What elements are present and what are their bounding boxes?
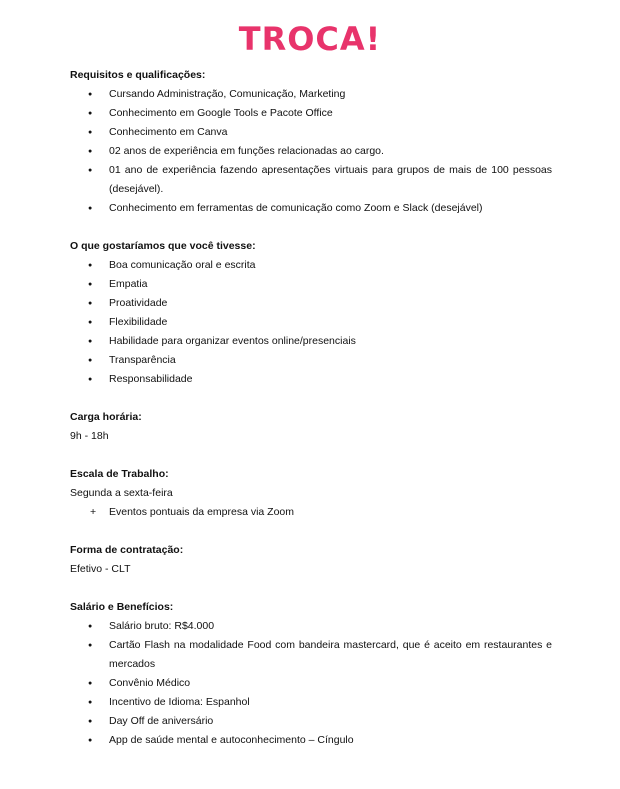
list-item: ● Flexibilidade — [70, 313, 552, 332]
list-item: ● Conhecimento em Google Tools e Pacote Office — [70, 104, 552, 123]
requisitos-list — [70, 85, 552, 218]
list-item: ● Proatividade — [70, 294, 552, 313]
section-heading-carga: Carga horária: — [70, 411, 142, 423]
section-heading-contratacao: Forma de contratação: — [70, 544, 184, 556]
list-item: ● 02 anos de experiência em funções relacionadas ao cargo. — [70, 142, 552, 161]
list-item: ● Habilidade para organizar eventos online/presenciais — [70, 332, 552, 351]
list-item: ● Boa comunicação oral e escrita — [70, 256, 552, 275]
list-item: ● Responsabilidade — [70, 370, 552, 389]
list-item: + Eventos pontuais da empresa via Zoom — [70, 503, 552, 522]
carga-value: 9h - 18h — [70, 430, 109, 442]
list-item: ● Day Off de aniversário — [70, 712, 552, 731]
list-item: ● App de saúde mental e autoconhecimento – Cíngulo — [70, 731, 552, 750]
list-item: ● Salário bruto: R$4.000 — [70, 617, 552, 636]
list-item: ● Conhecimento em Canva — [70, 123, 552, 142]
escala-value: Segunda a sexta-feira — [70, 487, 173, 499]
list-item: ● Cartão Flash na modalidade Food com bandeira mastercard, que é aceito em restaurantes e mercados — [70, 636, 552, 674]
section-heading-salario: Salário e Benefícios: — [70, 601, 174, 613]
list-item: ● 01 ano de experiência fazendo apresentações virtuais para grupos de mais de 100 pessoas (desejável). — [70, 161, 552, 199]
list-item: ● Conhecimento em ferramentas de comunicação como Zoom e Slack (desejável) — [70, 199, 552, 218]
section-heading-escala: Escala de Trabalho: — [70, 468, 169, 480]
list-item: ● Cursando Administração, Comunicação, Marketing — [70, 85, 552, 104]
list-item: ● Transparência — [70, 351, 552, 370]
escala-sub-list — [70, 503, 552, 522]
list-item: ● Convênio Médico — [70, 674, 552, 693]
contratacao-value: Efetivo - CLT — [70, 563, 131, 575]
job-description — [70, 66, 552, 750]
list-item: ● Empatia — [70, 275, 552, 294]
list-item: ● Incentivo de Idioma: Espanhol — [70, 693, 552, 712]
section-heading-requisitos: Requisitos e qualificações: — [70, 69, 206, 81]
section-heading-gostariamos: O que gostaríamos que você tivesse: — [70, 240, 256, 252]
troca-logo: TROCA! — [238, 20, 382, 58]
salario-list — [70, 617, 552, 750]
gostariamos-list — [70, 256, 552, 389]
